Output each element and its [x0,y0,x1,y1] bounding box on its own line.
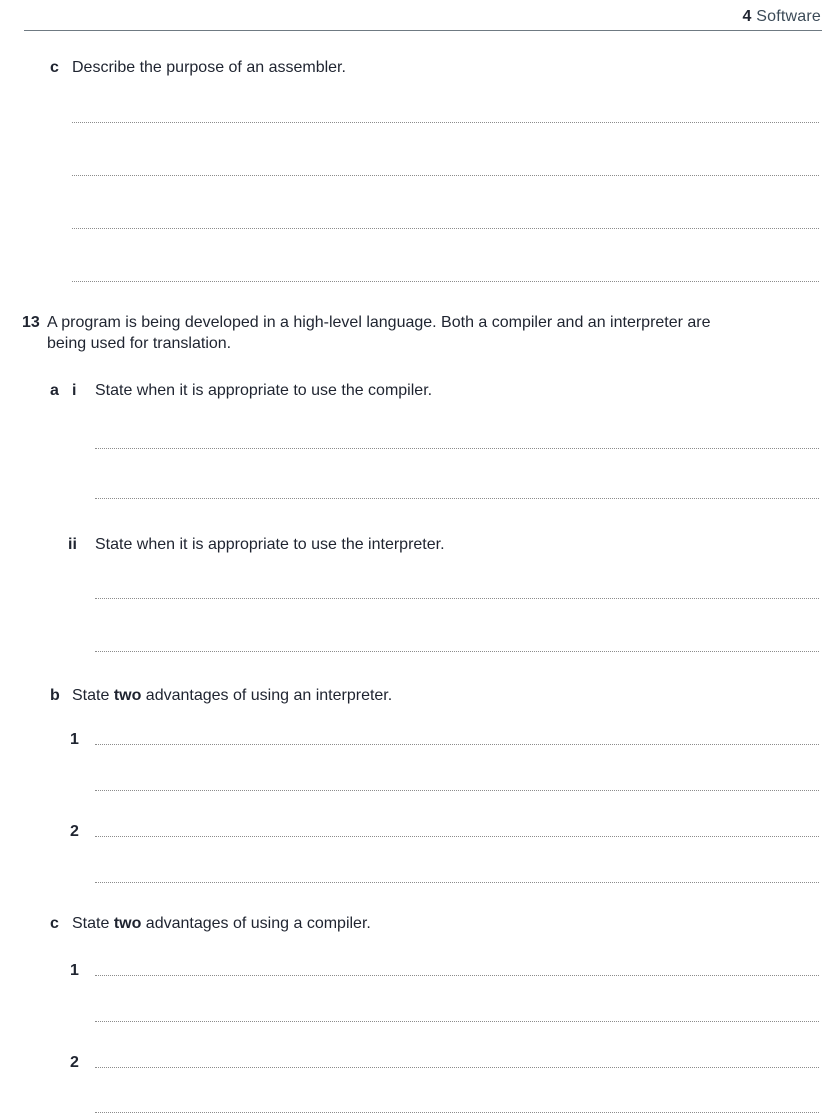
answer-line[interactable] [95,498,819,499]
question-stem-line2: being used for translation. [47,335,232,352]
answer-line[interactable] [72,175,819,176]
answer-number-1: 1 [70,962,79,979]
sub-i-label: i [72,382,77,399]
compiler-when-question: State when it is appropriate to use the compiler. [95,382,433,399]
answer-line[interactable] [95,448,819,449]
answer-line[interactable] [72,281,819,282]
assembler-question: Describe the purpose of an assembler. [72,59,346,76]
part-c-label: c [50,59,59,76]
sub-ii-label: ii [68,536,77,553]
answer-line[interactable] [72,122,819,123]
answer-line[interactable] [95,1112,819,1113]
answer-line[interactable] [95,882,819,883]
question-stem-line1: A program is being developed in a high-level language. Both a compiler and an interpreter are [47,314,711,331]
interpreter-advantages-question: State two advantages of using an interpreter. [72,687,393,704]
answer-line[interactable] [95,1067,819,1068]
header-rule [24,30,822,31]
answer-line[interactable] [95,1021,819,1022]
answer-line[interactable] [95,651,819,652]
part-a-label: a [50,382,59,399]
chapter-title: Software [756,8,821,25]
answer-line[interactable] [95,836,819,837]
running-head [742,8,821,26]
chapter-number: 4 [742,8,752,25]
answer-line[interactable] [95,744,819,745]
part-b-label: b [50,687,60,704]
answer-line[interactable] [95,790,819,791]
answer-number-1: 1 [70,731,79,748]
interpreter-when-question: State when it is appropriate to use the interpreter. [95,536,445,553]
answer-line[interactable] [95,975,819,976]
answer-number-2: 2 [70,823,79,840]
answer-number-2: 2 [70,1054,79,1071]
compiler-advantages-question: State two advantages of using a compiler. [72,915,371,932]
answer-line[interactable] [72,228,819,229]
question-number: 13 [22,314,40,331]
part-c-label: c [50,915,59,932]
answer-line[interactable] [95,598,819,599]
